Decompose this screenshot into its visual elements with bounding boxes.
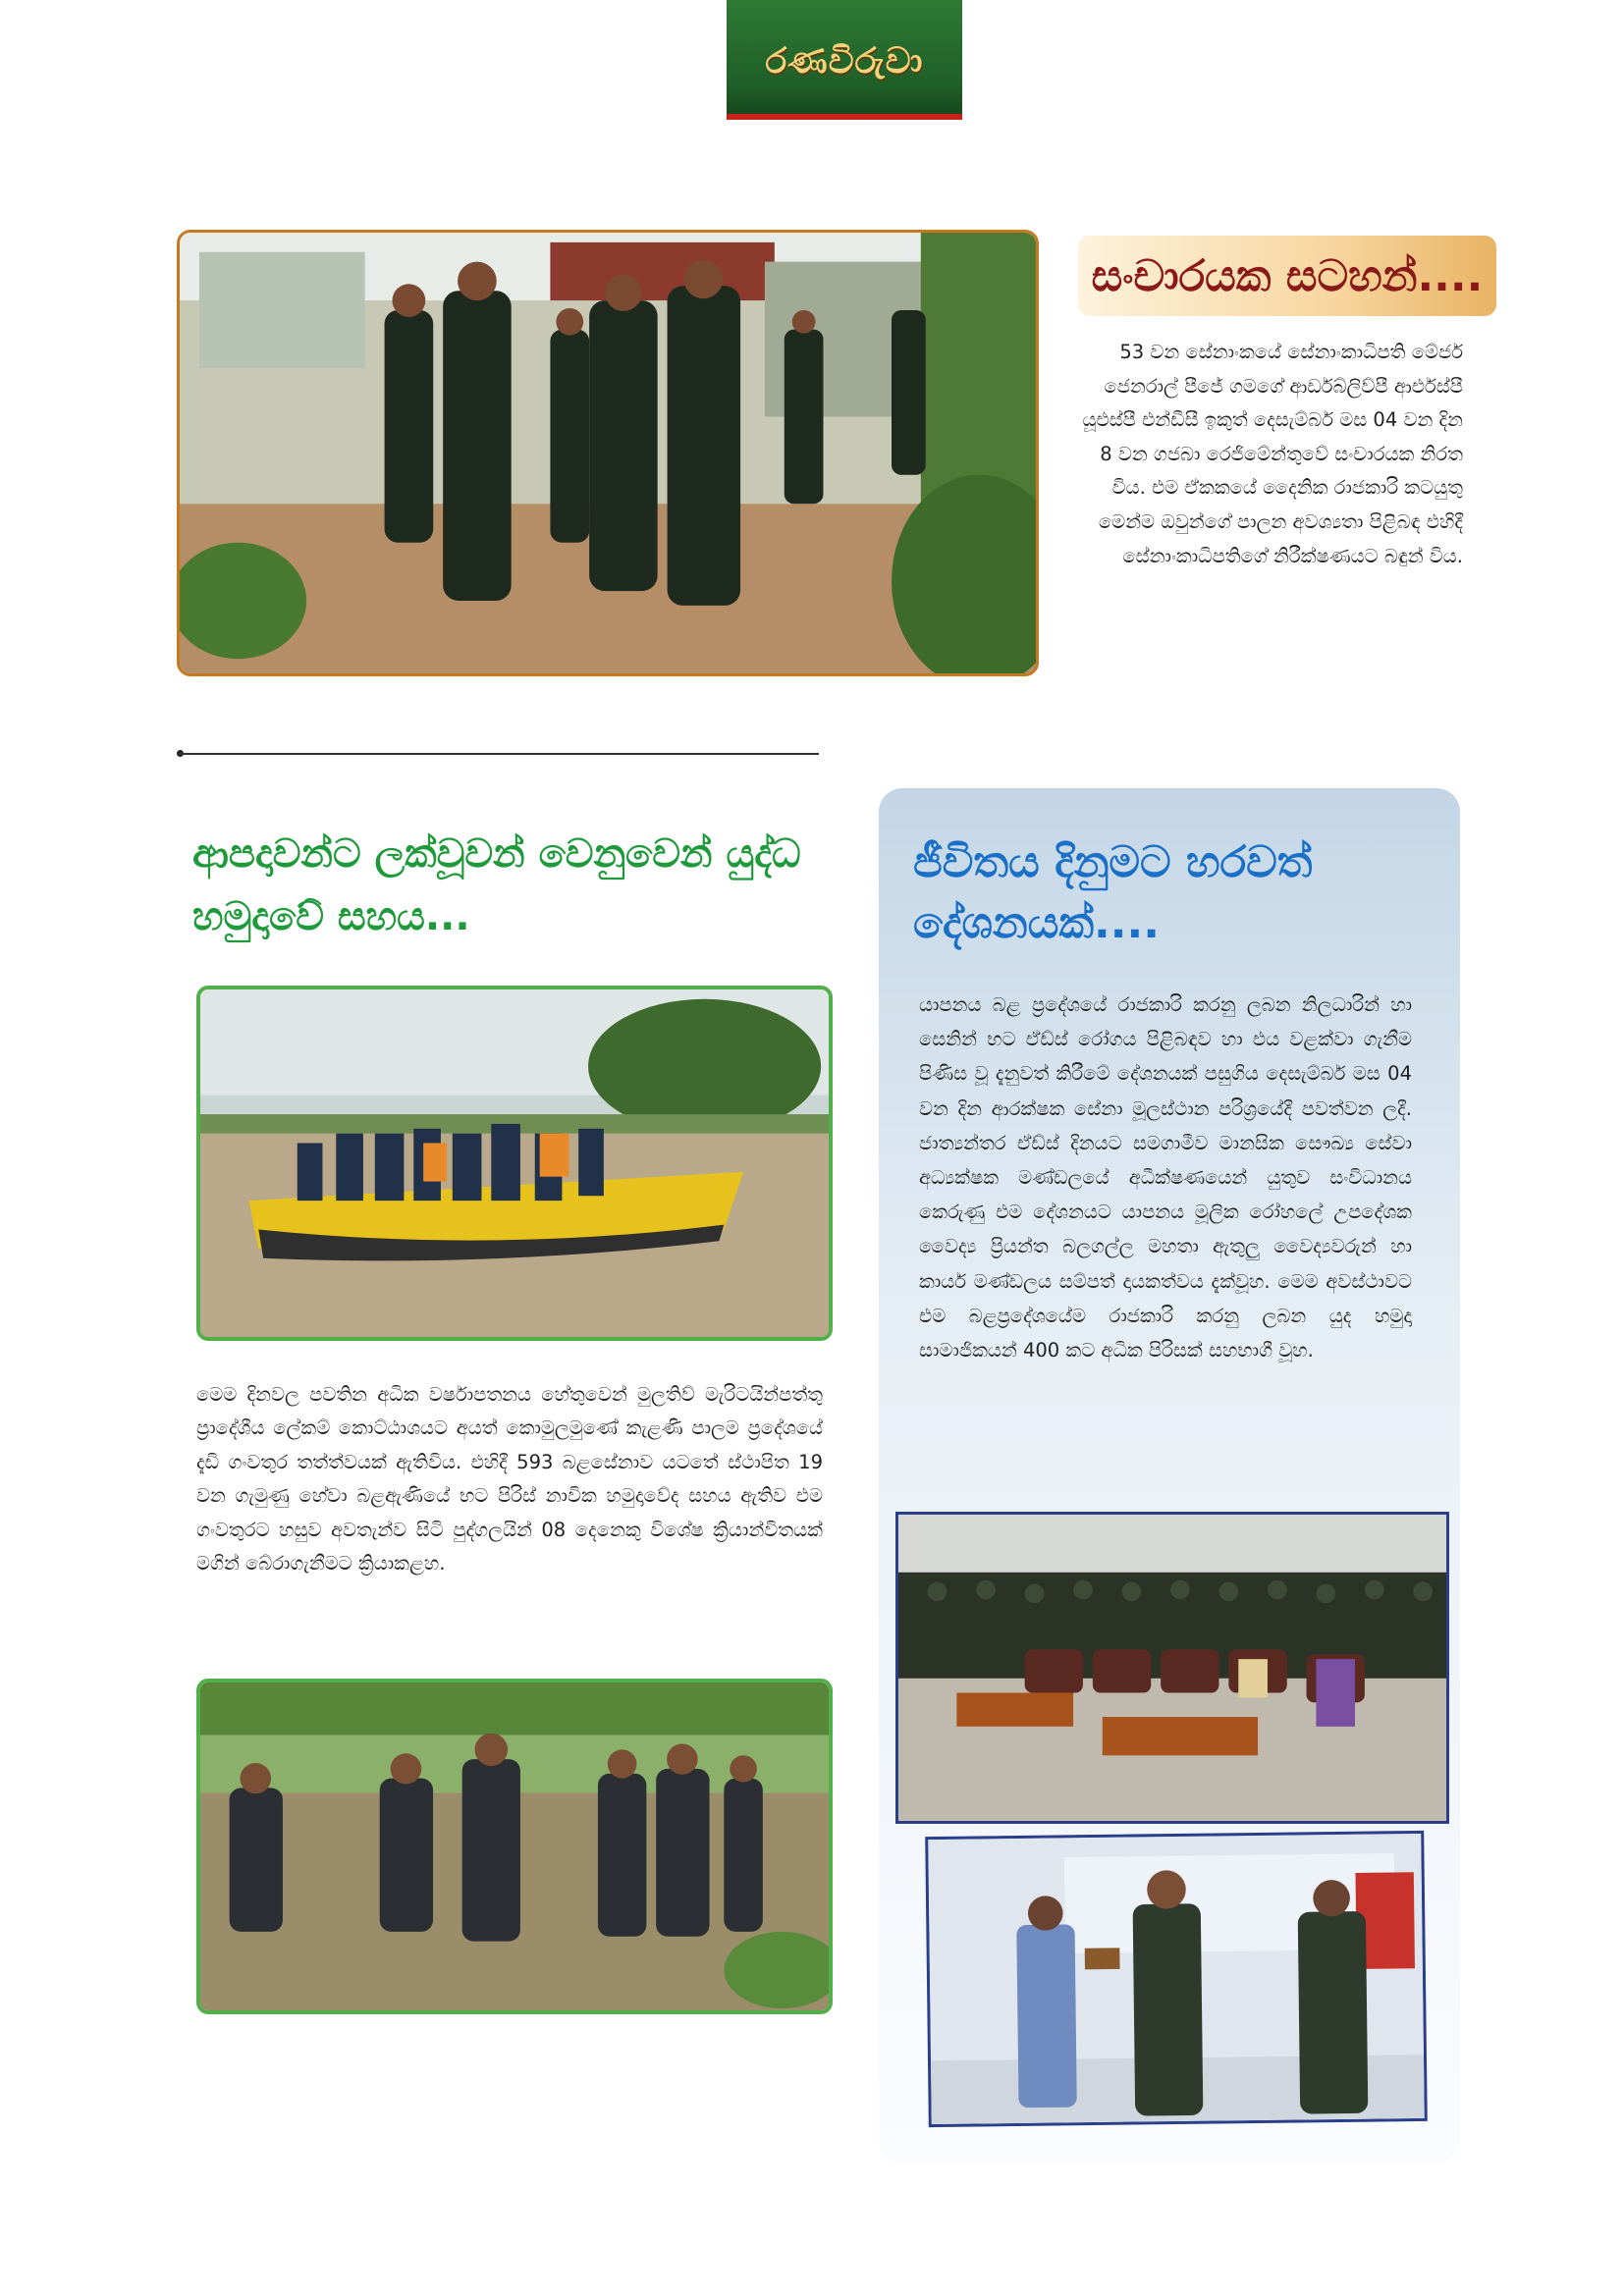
flood-victims-photo: [196, 1679, 833, 2014]
aids-article-text: යාපනය බළ ප්‍රදේශයේ රාජකාරි කරනු ලබන නිලධාරින් හා සෙනින් භට ඒඩ්ස් රෝගය පිළිබඳව හා එය වළක්වා ගැනීම පිණිස වූ දැනුවත් කිරීමේ දේශනයක් පසුගිය දෙසැම්බර් මස 04 වන දින ආරක්ෂක සේනා මූලස්ථාන පරිශ්‍රයේදී පවත්වන ලදී. ජාත්‍යන්තර ඒඩ්ස් දිනයට සමගාමීව මානසික සෞඛ්‍ය සේවා අධ්‍යක්ෂක මණ්ඩලයේ අධීක්ෂණයෙන් යුතුව සංවිධානය කෙරුණු එම දේශනයට යාපනය මූලික රෝහලේ උපදේශක වෛද්‍ය ප්‍රියන්ත බලගල්ල මහතා ඇතුලු වෛද්‍යවරුන් හා කාර්ය මණ්ඩලය සම්පත් දායකත්වය දැක්වූහ. මෙම අවස්ථාවට එම බළප්‍රදේශයේම රාජකාරි කරනු ලබන යුද හමුදා සාමාජිකයන් 400 කට අධික පිරිසක් සහභාගී වූහ.: [919, 993, 1412, 1362]
token-presentation-photo: [925, 1831, 1428, 2127]
flood-article-text: මෙම දිනවල පවතින අධික වර්ෂාපතනය හේතුවෙන් මුලතිව් මැරිටයින්පත්තු ප්‍රාදේශීය ලේකම් කොට්ඨාශයට අයත් කොමුලමුණේ කැළණි පාලම ප්‍රදේශයේ දැඩි ගංවතුර තත්ත්වයක් ඇතිවිය. එහිදී 593 බළසේනාව යටතේ ස්ථාපිත 19 වන ගැමුණු හේවා බළඇණියේ භට පිරිස් නාවික හමුදාවේද සහය ඇතිව එම ගංවතුරට හසුව අවතැන්ව සිටි පුද්ගලයින් 08 දෙනෙකු විශේෂ ක්‍රියාන්විතයක් මගින් බේරාගැනීමට ක්‍රියාකළහ.: [196, 1383, 823, 1575]
rescue-boat-photo: [196, 986, 833, 1341]
visit-article-text: 53 වන සේනාංකයේ සේනාංකාධිපති මේජර් ජෙනරාල් පීජේ ගමගේ ආර්ඩබ්ලිව්පී ආර්එස්පී යූඑස්පී එන්ඩීසී ඉකුත් දෙසැම්බර් මස 04 වන දින 8 වන ගජබා රෙජිමේන්තුවේ සංචාරයක නිරත විය. එම ඒකකයේ දෛනික රාජකාරි කටයුතු මෙන්ම ඔවුන්ගේ පාලන අවශ්‍යතා පිළිබඳ එහිදී සේනාංකාධිපතිගේ නිරීක්ෂණයට බඳුන් විය.: [1082, 341, 1463, 567]
aids-heading: ජීවිතය දිනුමට හරවත් දේශනයක්....: [913, 837, 1313, 948]
lecture-audience-photo: [895, 1512, 1449, 1824]
flood-heading: ආපදාවන්ට ලක්වූවන් වෙනුවෙන් යුද්ධ හමුදාවේ සහය...: [192, 831, 801, 939]
visit-heading: සංචාරයක සටහන්....: [1091, 250, 1484, 301]
section-divider: [179, 753, 819, 755]
visit-heading-banner: [1078, 236, 1496, 316]
masthead-title: රණවිරුවා: [765, 41, 924, 81]
officers-visit-photo: [177, 230, 1039, 676]
masthead: [727, 0, 962, 120]
